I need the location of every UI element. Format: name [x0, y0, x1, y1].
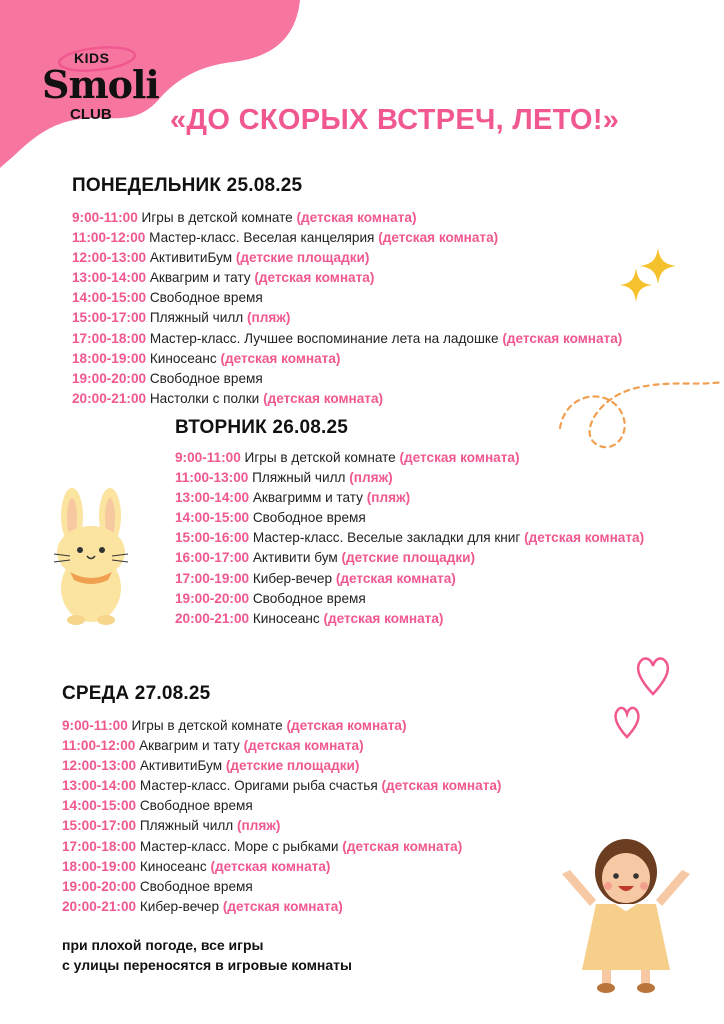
list-item: 13:00-14:00 Аквагримм и тату (пляж): [175, 490, 411, 506]
list-item: 20:00-21:00 Настолки с полки (детская комната): [72, 390, 384, 406]
list-item: 11:00-12:00 Аквагрим и тату (детская комната): [62, 738, 364, 754]
schedule-list: [62, 716, 501, 917]
list-item: 15:00-17:00 Пляжный чилл (пляж): [72, 310, 291, 326]
heart-icon-small: [612, 704, 642, 740]
list-item: 18:00-19:00 Киносеанс (детская комната): [72, 350, 341, 366]
list-item: 16:00-17:00 Активити бум (детские площадки): [175, 550, 476, 566]
list-item: 20:00-21:00 Кибер-вечер (детская комната): [62, 898, 343, 914]
list-item: 9:00-11:00 Игры в детской комнате (детская комната): [62, 718, 407, 733]
list-item: 19:00-20:00 Свободное время: [62, 878, 253, 894]
heart-icon: [634, 654, 672, 698]
weather-note-line2: с улицы переносятся в игровые комнаты: [62, 957, 352, 973]
list-item: 15:00-16:00 Мастер-класс. Веселые закладки для книг (детская комната): [175, 530, 645, 546]
list-item: 17:00-19:00 Кибер-вечер (детская комната): [175, 570, 456, 586]
day-monday: [72, 175, 622, 409]
list-item: 9:00-11:00 Игры в детской комнате (детская комната): [72, 210, 417, 225]
list-item: 11:00-12:00 Мастер-класс. Веселая канцелярия (детская комната): [72, 230, 499, 246]
list-item: 14:00-15:00 Свободное время: [62, 798, 253, 814]
logo-club: CLUB: [70, 106, 112, 123]
smoli-kids-club-logo: [38, 44, 159, 134]
schedule-list: [72, 208, 622, 409]
day-title: СРЕДА 27.08.25: [62, 683, 211, 704]
list-item: 14:00-15:00 Свободное время: [175, 510, 366, 526]
list-item: 9:00-11:00 Игры в детской комнате (детская комната): [175, 450, 520, 465]
logo-kids: KIDS: [74, 50, 110, 66]
bunny-illustration: [48, 486, 134, 626]
girl-illustration: [556, 830, 696, 996]
list-item: 12:00-13:00 АктивитиБум (детские площадки): [72, 250, 370, 266]
list-item: 17:00-18:00 Мастер-класс. Море с рыбками (детская комната): [62, 838, 463, 854]
list-item: 14:00-15:00 Свободное время: [72, 290, 263, 306]
sparkle-icon: [618, 246, 684, 308]
list-item: 11:00-13:00 Пляжный чилл (пляж): [175, 470, 393, 486]
logo-brand: Smoli: [42, 62, 159, 107]
list-item: 15:00-17:00 Пляжный чилл (пляж): [62, 818, 281, 834]
weather-note: [62, 935, 352, 975]
dotted-curve-decoration: [556, 352, 724, 464]
day-title: ВТОРНИК 26.08.25: [175, 417, 348, 438]
list-item: 19:00-20:00 Свободное время: [72, 370, 263, 386]
list-item: 13:00-14:00 Аквагрим и тату (детская комната): [72, 270, 375, 286]
schedule-list: [175, 448, 644, 629]
list-item: 19:00-20:00 Свободное время: [175, 590, 366, 606]
weather-note-line1: при плохой погоде, все игры: [62, 937, 264, 953]
list-item: 18:00-19:00 Киносеанс (детская комната): [62, 858, 331, 874]
day-title: ПОНЕДЕЛЬНИК 25.08.25: [72, 175, 303, 196]
list-item: 13:00-14:00 Мастер-класс. Оригами рыба счастья (детская комната): [62, 778, 502, 794]
list-item: 17:00-18:00 Мастер-класс. Лучшее воспоминание лета на ладошке (детская комната): [72, 330, 623, 346]
list-item: 12:00-13:00 АктивитиБум (детские площадки): [62, 758, 360, 774]
page-title: «ДО СКОРЫХ ВСТРЕЧ, ЛЕТО!»: [170, 104, 620, 136]
day-wednesday: [62, 683, 501, 917]
list-item: 20:00-21:00 Киносеанс (детская комната): [175, 610, 444, 626]
